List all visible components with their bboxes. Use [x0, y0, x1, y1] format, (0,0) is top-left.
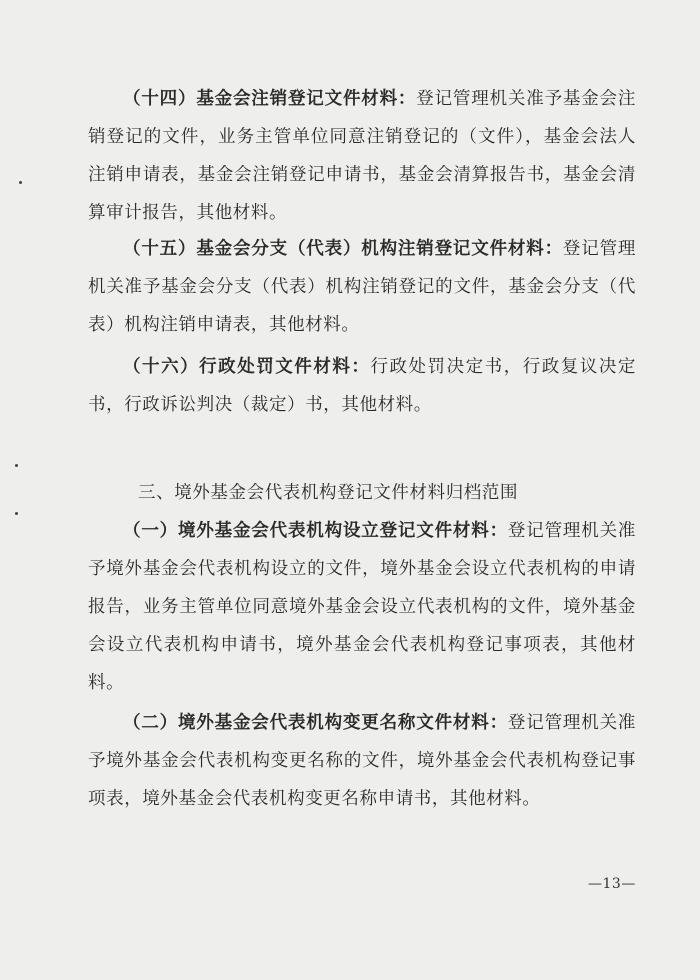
section-paragraph-2: [88, 704, 636, 818]
paragraph-14-body: 登记管理机关准予基金会注销登记的文件，业务主管单位同意注销登记的（文件），基金会法人注销申请表，基金会注销登记申请书，基金会清算报告书，基金会清算审计报告，其他材料。: [88, 89, 636, 223]
paragraph-16: [88, 348, 636, 424]
section-heading: 三、境外基金会代表机构登记文件材料归档范围: [138, 483, 519, 503]
section-paragraph-2-body: 登记管理机关准予境外基金会代表机构变更名称的文件，境外基金会代表机构登记事项表，境外基金会代表机构变更名称申请书，其他材料。: [88, 713, 636, 809]
margin-mark: [15, 512, 18, 515]
section-paragraph-1-body: 登记管理机关准予境外基金会代表机构设立的文件，境外基金会设立代表机构的申请报告，业务主管单位同意境外基金会设立代表机构的文件，境外基金会设立代表机构申请书，境外基金会代表机构登记事项表，其他材料。: [88, 521, 636, 693]
section-paragraph-1: [88, 512, 636, 702]
margin-mark: [15, 464, 18, 467]
paragraph-16-body: 行政处罚决定书，行政复议决定书，行政诉讼判决（裁定）书，其他材料。: [88, 357, 636, 415]
paragraph-15: [88, 230, 636, 344]
paragraph-14: [88, 80, 636, 232]
section-paragraph-1-title: （一）境外基金会代表机构设立登记文件材料：: [123, 521, 508, 541]
page-number: —13—: [588, 876, 636, 892]
paragraph-16-title: （十六）行政处罚文件材料：: [123, 357, 371, 377]
paragraph-15-body: 登记管理机关准予基金会分支（代表）机构注销登记的文件，基金会分支（代表）机构注销申请表，其他材料。: [88, 239, 636, 335]
margin-mark: [19, 181, 22, 184]
paragraph-14-title: （十四）基金会注销登记文件材料：: [123, 89, 417, 109]
section-paragraph-2-title: （二）境外基金会代表机构变更名称文件材料：: [123, 713, 508, 733]
paragraph-15-title: （十五）基金会分支（代表）机构注销登记文件材料：: [123, 239, 563, 259]
